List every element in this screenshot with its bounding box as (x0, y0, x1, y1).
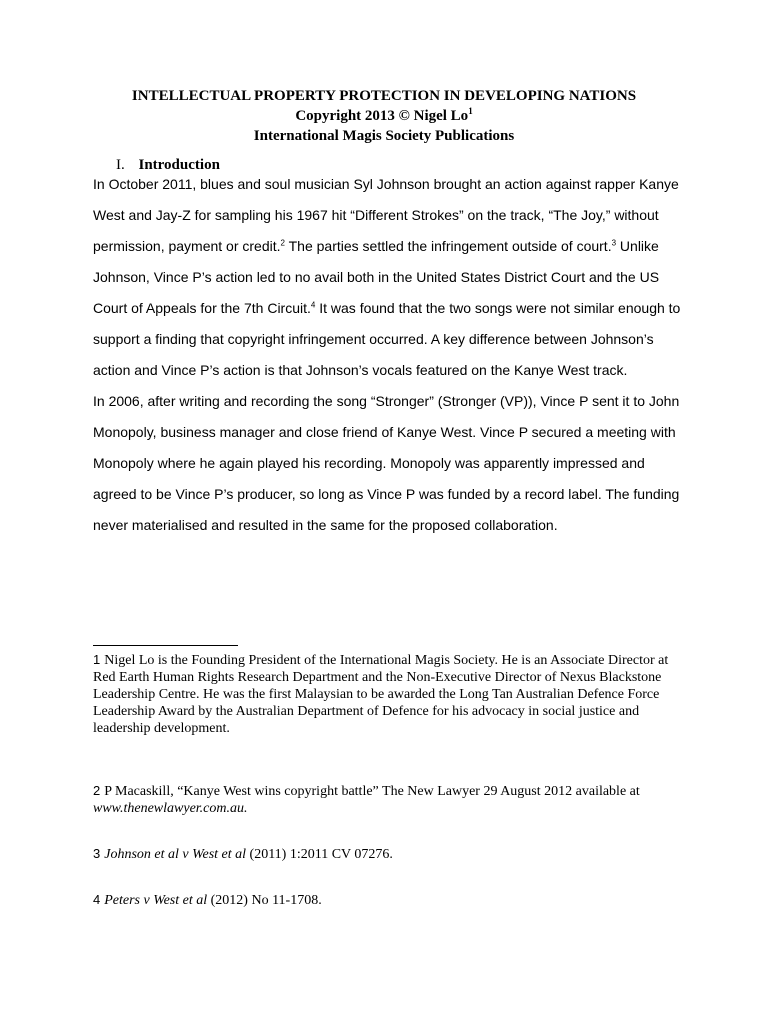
section-label: Introduction (138, 157, 220, 173)
copyright-text: Copyright 2013 © Nigel Lo (295, 108, 469, 124)
footnote-3 (93, 845, 683, 863)
paragraph-1 (93, 169, 683, 386)
paragraph-1-part-d: It was found that the two songs were not similar enough to support a finding that copyright infringement occurred. A key difference between Johnson’s action and Vince P’s action is that Johnson’s vocals featured on the Kanye West track. (93, 300, 681, 378)
case-name: Johnson et al v West et al (104, 847, 247, 862)
copyright-line (0, 106, 768, 126)
footnote-text: P Macaskill, “Kanye West wins copyright battle” The New Lawyer 29 August 2012 available at (104, 784, 640, 799)
footnote-url: www.thenewlawyer.com.au. (93, 801, 248, 816)
footnote-2 (93, 782, 683, 817)
footnote-ref-1: 1 (468, 106, 473, 116)
footnote-number: 4 (93, 892, 101, 907)
footnote-number: 3 (93, 846, 101, 861)
publisher-line: International Magis Society Publications (253, 128, 515, 144)
document-title: INTELLECTUAL PROPERTY PROTECTION IN DEVELOPING NATIONS (131, 88, 637, 104)
footnote-divider (93, 645, 238, 646)
footnote-ref-3: 3 (611, 238, 617, 248)
case-citation: (2012) No 11-1708. (207, 893, 322, 908)
case-citation: (2011) 1:2011 CV 07276. (246, 847, 393, 862)
footnote-4 (93, 891, 683, 909)
case-name: Peters v West et al (104, 893, 208, 908)
body-text (93, 169, 683, 541)
paragraph-1-part-c: Unlike Johnson, Vince P’s action led to no avail both in the United States District Court and the US Court of Appeals for the 7th Circuit. (93, 238, 660, 316)
footnote-number: 2 (93, 783, 101, 798)
footnote-ref-2: 2 (280, 238, 285, 248)
paragraph-1-part-b: The parties settled the infringement outside of court. (284, 238, 612, 254)
paragraph-2: In 2006, after writing and recording the song “Stronger” (Stronger (VP)), Vince P sent it to John Monopoly, business manager and close friend of Kanye West. Vince P secured a meeting with Monopoly where he again played his recording. Monopoly was apparently impressed and agreed to be Vince P’s producer, so long as Vince P was funded by a record label. The funding never materialised and resulted in the same for the proposed collaboration. (93, 393, 680, 533)
paragraph-1-part-a: In October 2011, blues and soul musician Syl Johnson brought an action against rapper Kanye West and Jay-Z for sampling his 1967 hit “Different Strokes” on the track, “The Joy,” without permission, payment or credit. (93, 176, 679, 254)
title-block (0, 86, 768, 146)
footnote-number: 1 (93, 652, 101, 667)
footnote-text: Nigel Lo is the Founding President of the International Magis Society. He is an Associate Director at Red Earth Human Rights Research Department and the Non-Executive Director of Nexus Blackstone Leadership Centre. He was the first Malaysian to be awarded the Long Tan Australian Defence Force Leadership Award by the Australian Department of Defence for his advocacy in social justice and leadership development. (93, 653, 669, 736)
footnote-1 (93, 651, 683, 737)
footnote-ref-4: 4 (310, 300, 316, 310)
section-number: I. (116, 157, 125, 173)
